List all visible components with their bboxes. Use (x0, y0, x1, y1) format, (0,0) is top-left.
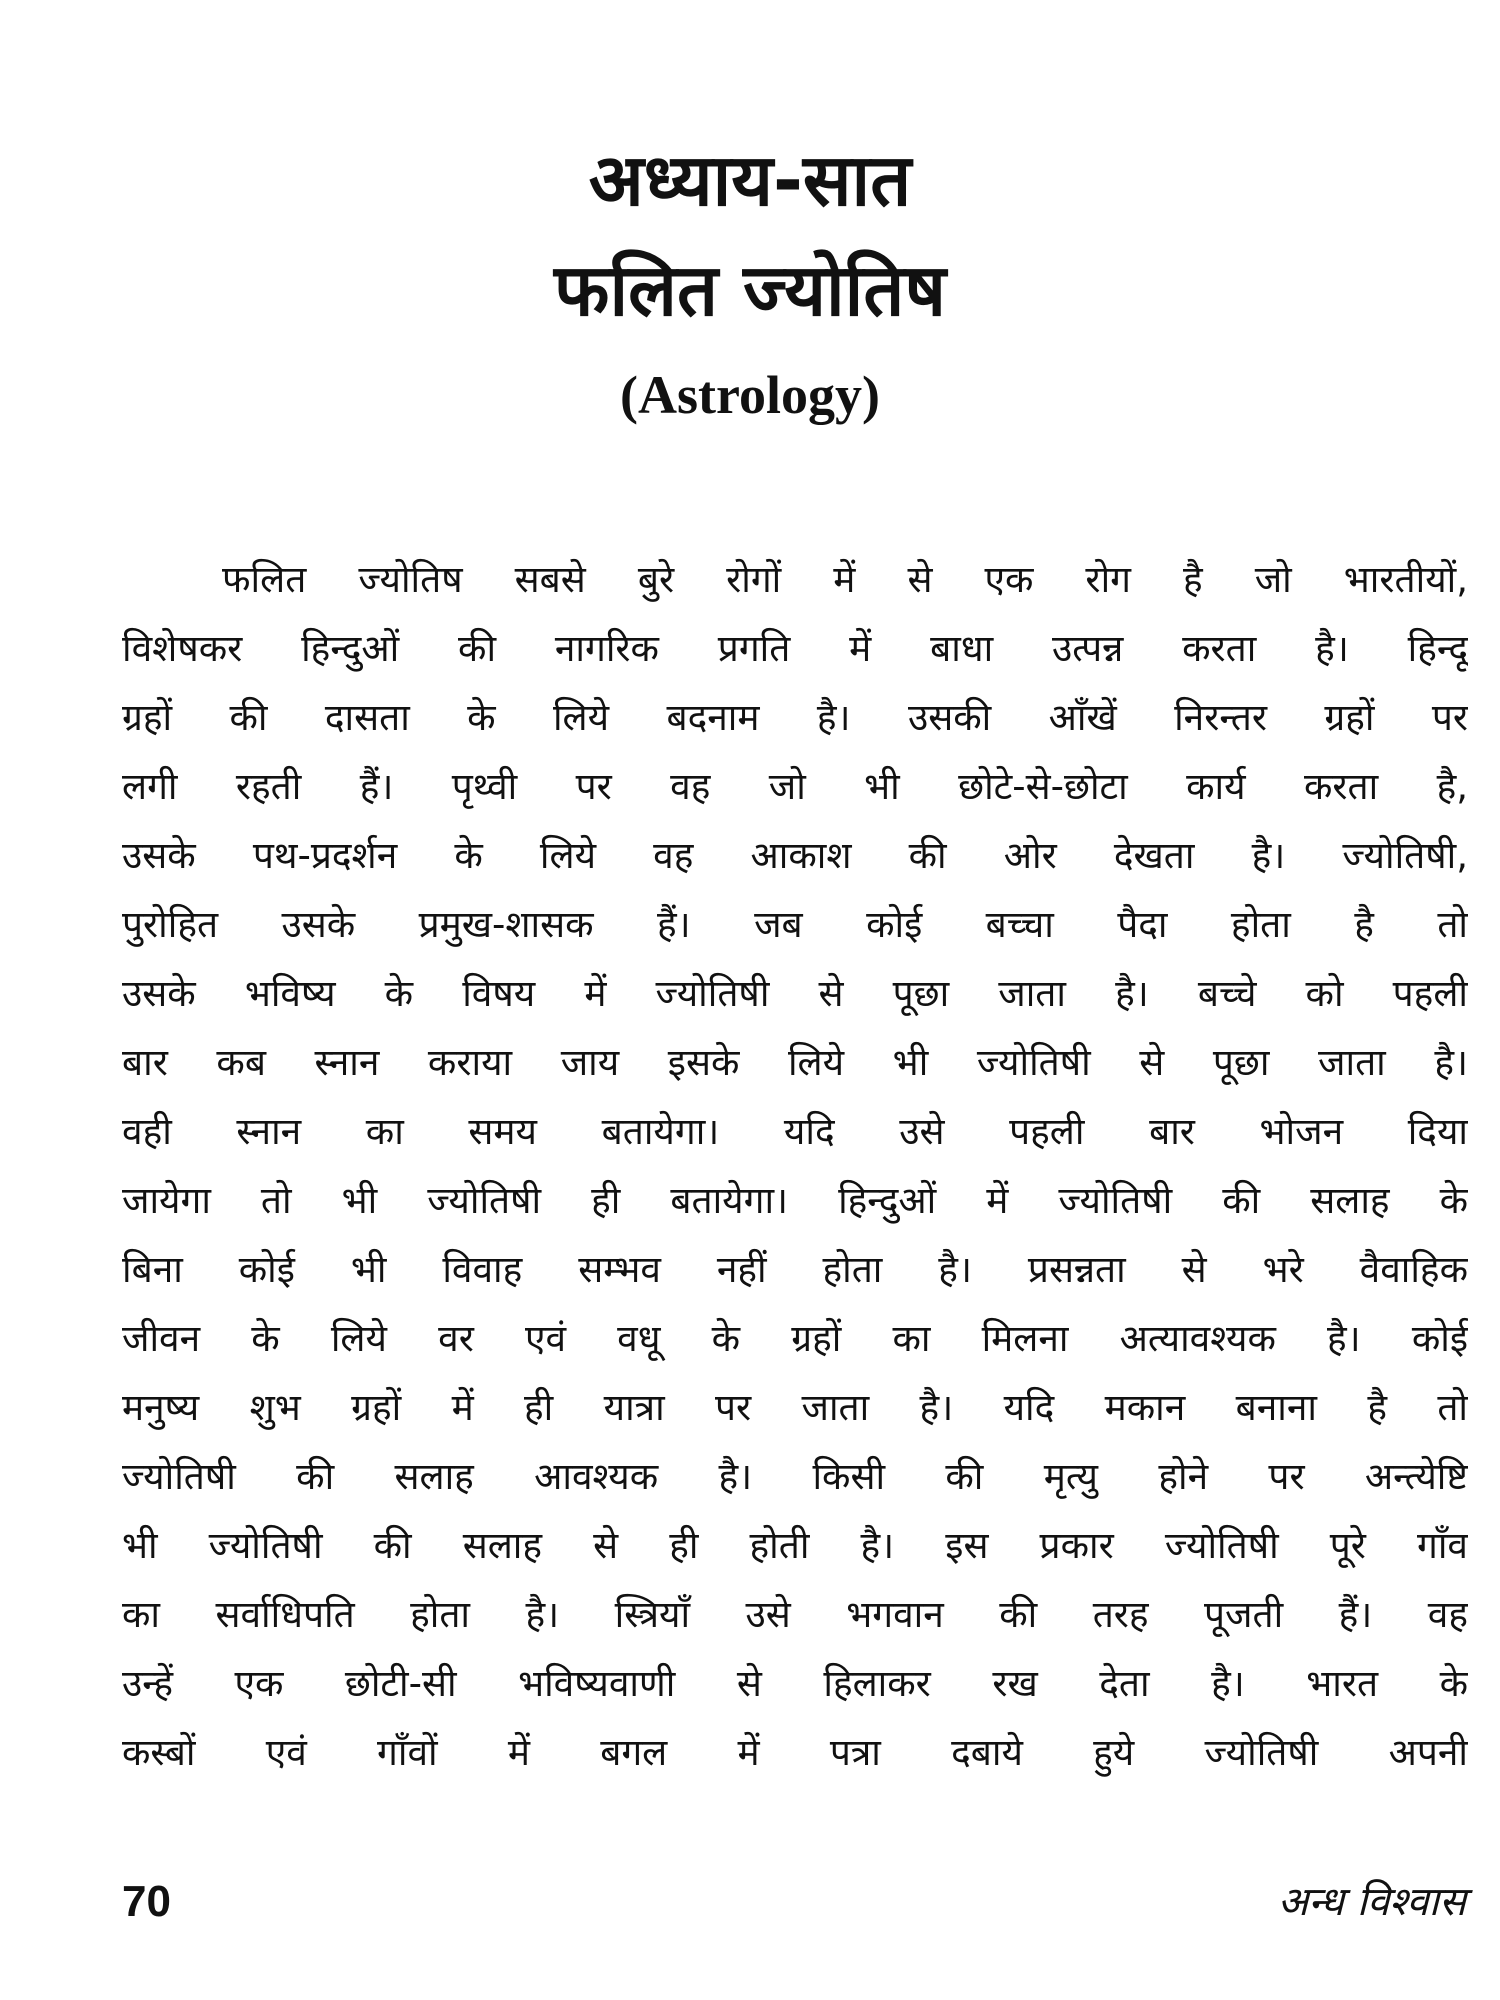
text-line: बिना कोई भी विवाह सम्भव नहीं होता है। प्रसन्नता से भरे वैवाहिक (122, 1248, 1468, 1291)
text-line: का सर्वाधिपति होता है। स्त्रियाँ उसे भगवान की तरह पूजती हैं। वह (122, 1593, 1468, 1636)
body-paragraph (122, 545, 1468, 1787)
text-line: फलित ज्योतिष सबसे बुरे रोगों में से एक रोग है जो भारतीयों, (222, 558, 1468, 601)
text-line: मनुष्य शुभ ग्रहों में ही यात्रा पर जाता है। यदि मकान बनाना है तो (122, 1386, 1468, 1429)
text-line: उसके भविष्य के विषय में ज्योतिषी से पूछा जाता है। बच्चे को पहली (122, 972, 1468, 1015)
page-footer (122, 1872, 1466, 1932)
text-line: जायेगा तो भी ज्योतिषी ही बतायेगा। हिन्दुओं में ज्योतिषी की सलाह के (122, 1179, 1468, 1222)
chapter-subtitle: फलित ज्योतिष (554, 248, 946, 332)
text-line: ग्रहों की दासता के लिये बदनाम है। उसकी आँखें निरन्तर ग्रहों पर (122, 696, 1468, 739)
text-line: लगी रहती हैं। पृथ्वी पर वह जो भी छोटे-से-छोटा कार्य करता है, (122, 765, 1468, 808)
chapter-title: अध्याय-सात (588, 138, 912, 222)
text-line: वही स्नान का समय बतायेगा। यदि उसे पहली बार भोजन दिया (122, 1110, 1468, 1153)
text-line: उन्हें एक छोटी-सी भविष्यवाणी से हिलाकर रख देता है। भारत के (122, 1662, 1468, 1705)
page-number: 70 (122, 1877, 171, 1926)
text-line: पुरोहित उसके प्रमुख-शासक हैं। जब कोई बच्चा पैदा होता है तो (122, 903, 1468, 946)
running-book-title: अन्ध विश्वास (1277, 1879, 1466, 1925)
text-line: ज्योतिषी की सलाह आवश्यक है। किसी की मृत्यु होने पर अन्त्येष्टि (122, 1455, 1468, 1498)
text-line: भी ज्योतिषी की सलाह से ही होती है। इस प्रकार ज्योतिषी पूरे गाँव (122, 1524, 1468, 1567)
text-line: उसके पथ-प्रदर्शन के लिये वह आकाश की ओर देखता है। ज्योतिषी, (122, 834, 1468, 877)
text-line: विशेषकर हिन्दुओं की नागरिक प्रगति में बाधा उत्पन्न करता है। हिन्दू (122, 627, 1468, 670)
chapter-english-title: (Astrology) (620, 365, 880, 425)
text-line: बार कब स्नान कराया जाय इसके लिये भी ज्योतिषी से पूछा जाता है। (122, 1041, 1468, 1084)
text-line: कस्बों एवं गाँवों में बगल में पत्रा दबाये हुये ज्योतिषी अपनी (122, 1731, 1468, 1774)
text-line: जीवन के लिये वर एवं वधू के ग्रहों का मिलना अत्यावश्यक है। कोई (122, 1317, 1468, 1360)
